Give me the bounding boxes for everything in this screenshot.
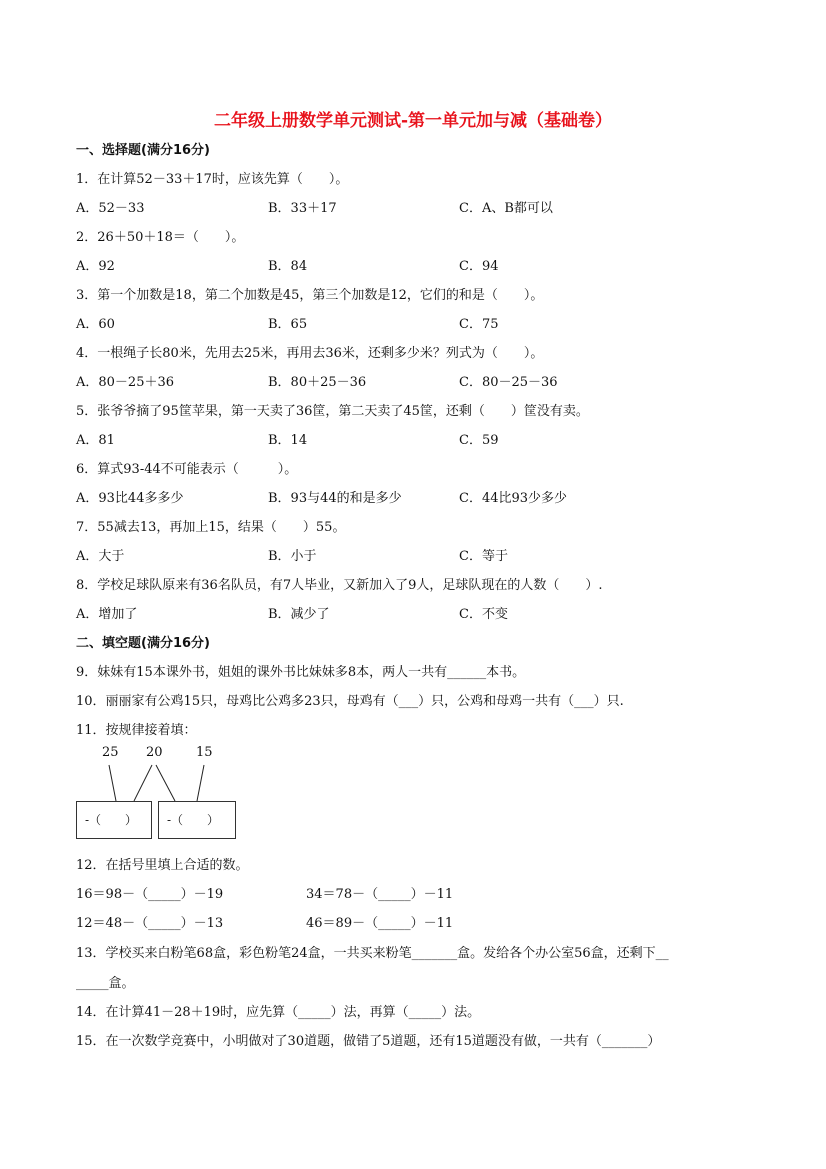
option-a: A．增加了 bbox=[76, 607, 138, 622]
document-body bbox=[76, 136, 756, 1056]
equation: 46＝89－（_____）－11 bbox=[306, 916, 454, 931]
equation: 34＝78－（_____）－11 bbox=[306, 887, 454, 902]
option-b: B．小于 bbox=[268, 549, 317, 564]
options-row bbox=[76, 252, 756, 281]
option-b: B．14 bbox=[268, 433, 308, 448]
option-b: B．减少了 bbox=[268, 607, 330, 622]
option-a: A．大于 bbox=[76, 549, 125, 564]
section-heading-choice: 一、选择题(满分16分) bbox=[76, 143, 210, 158]
question-6: 6．算式93-44不可能表示（ ）。 bbox=[76, 462, 298, 477]
answer-box bbox=[158, 801, 236, 839]
option-c: C．44比93少多少 bbox=[459, 491, 568, 506]
options-row bbox=[76, 542, 756, 571]
option-c: C．不变 bbox=[459, 607, 508, 622]
question-8: 8．学校足球队原来有36名队员，有7人毕业，又新加入了9人，足球队现在的人数（ ）. bbox=[76, 578, 603, 593]
option-c: C．75 bbox=[459, 317, 499, 332]
options-row bbox=[76, 194, 756, 223]
question-1: 1．在计算52－33＋17时，应该先算（ ）。 bbox=[76, 172, 349, 187]
question-4: 4．一根绳子长80米，先用去25米，再用去36米，还剩多少米？列式为（ ）。 bbox=[76, 346, 544, 361]
answer-box-text: -（ ） bbox=[85, 813, 138, 827]
option-b: B．65 bbox=[268, 317, 308, 332]
equation-row bbox=[76, 909, 756, 938]
document-title: 二年级上册数学单元测试-第一单元加与减（基础卷） bbox=[213, 111, 613, 131]
options-row bbox=[76, 310, 756, 339]
option-b: B．33＋17 bbox=[268, 201, 337, 216]
pattern-number: 20 bbox=[146, 745, 163, 760]
option-a: A．92 bbox=[76, 259, 115, 274]
equation-row bbox=[76, 880, 756, 909]
options-row bbox=[76, 426, 756, 455]
options-row bbox=[76, 484, 756, 513]
option-a: A．60 bbox=[76, 317, 115, 332]
option-c: C．80－25－36 bbox=[459, 375, 558, 390]
answer-box bbox=[76, 801, 152, 839]
choice-questions bbox=[76, 165, 756, 629]
section-heading-fill: 二、填空题(满分16分) bbox=[76, 636, 210, 651]
option-c: C．59 bbox=[459, 433, 499, 448]
question-13-continued: _____盒。 bbox=[76, 976, 135, 991]
question-10: 10．丽丽家有公鸡15只，母鸡比公鸡多23只，母鸡有（___）只，公鸡和母鸡一共有（___）只. bbox=[76, 694, 624, 709]
options-row bbox=[76, 600, 756, 629]
question-13: 13．学校买来白粉笔68盒，彩色粉笔24盒，一共买来粉笔_______盒。发给各个办公室56盒，还剩下__ bbox=[76, 946, 669, 961]
question-12: 12．在括号里填上合适的数。 bbox=[76, 858, 249, 873]
equation: 12＝48－（_____）－13 bbox=[76, 916, 224, 931]
question-3: 3．第一个加数是18，第二个加数是45，第三个加数是12，它们的和是（ ）。 bbox=[76, 288, 544, 303]
option-a: A．81 bbox=[76, 433, 115, 448]
option-c: C．94 bbox=[459, 259, 499, 274]
question-5: 5．张爷爷摘了95筐苹果，第一天卖了36筐，第二天卖了45筐，还剩（ ）筐没有卖。 bbox=[76, 404, 589, 419]
option-b: B．84 bbox=[268, 259, 308, 274]
pattern-number: 25 bbox=[102, 745, 119, 760]
question-9: 9．妹妹有15本课外书，姐姐的课外书比妹妹多8本，两人一共有______本书。 bbox=[76, 665, 526, 680]
pattern-diagram bbox=[76, 745, 756, 851]
option-c: C．A、B都可以 bbox=[459, 201, 553, 216]
question-7: 7．55减去13，再加上15，结果（ ）55。 bbox=[76, 520, 346, 535]
option-c: C．等于 bbox=[459, 549, 508, 564]
option-b: B．93与44的和是多少 bbox=[268, 491, 402, 506]
pattern-number: 15 bbox=[196, 745, 213, 760]
option-b: B．80＋25－36 bbox=[268, 375, 367, 390]
question-2: 2．26＋50＋18＝（ ）。 bbox=[76, 230, 245, 245]
question-15: 15．在一次数学竞赛中，小明做对了30道题，做错了5道题，还有15道题没有做，一共有（_______） bbox=[76, 1034, 661, 1049]
equation: 16＝98－（_____）－19 bbox=[76, 887, 224, 902]
option-a: A．52－33 bbox=[76, 201, 145, 216]
options-row bbox=[76, 368, 756, 397]
question-14: 14．在计算41－28＋19时，应先算（_____）法，再算（_____）法。 bbox=[76, 1005, 481, 1020]
option-a: A．80－25＋36 bbox=[76, 375, 175, 390]
answer-box-text: -（ ） bbox=[167, 813, 220, 827]
question-11: 11．按规律接着填： bbox=[76, 723, 197, 738]
option-a: A．93比44多多少 bbox=[76, 491, 184, 506]
